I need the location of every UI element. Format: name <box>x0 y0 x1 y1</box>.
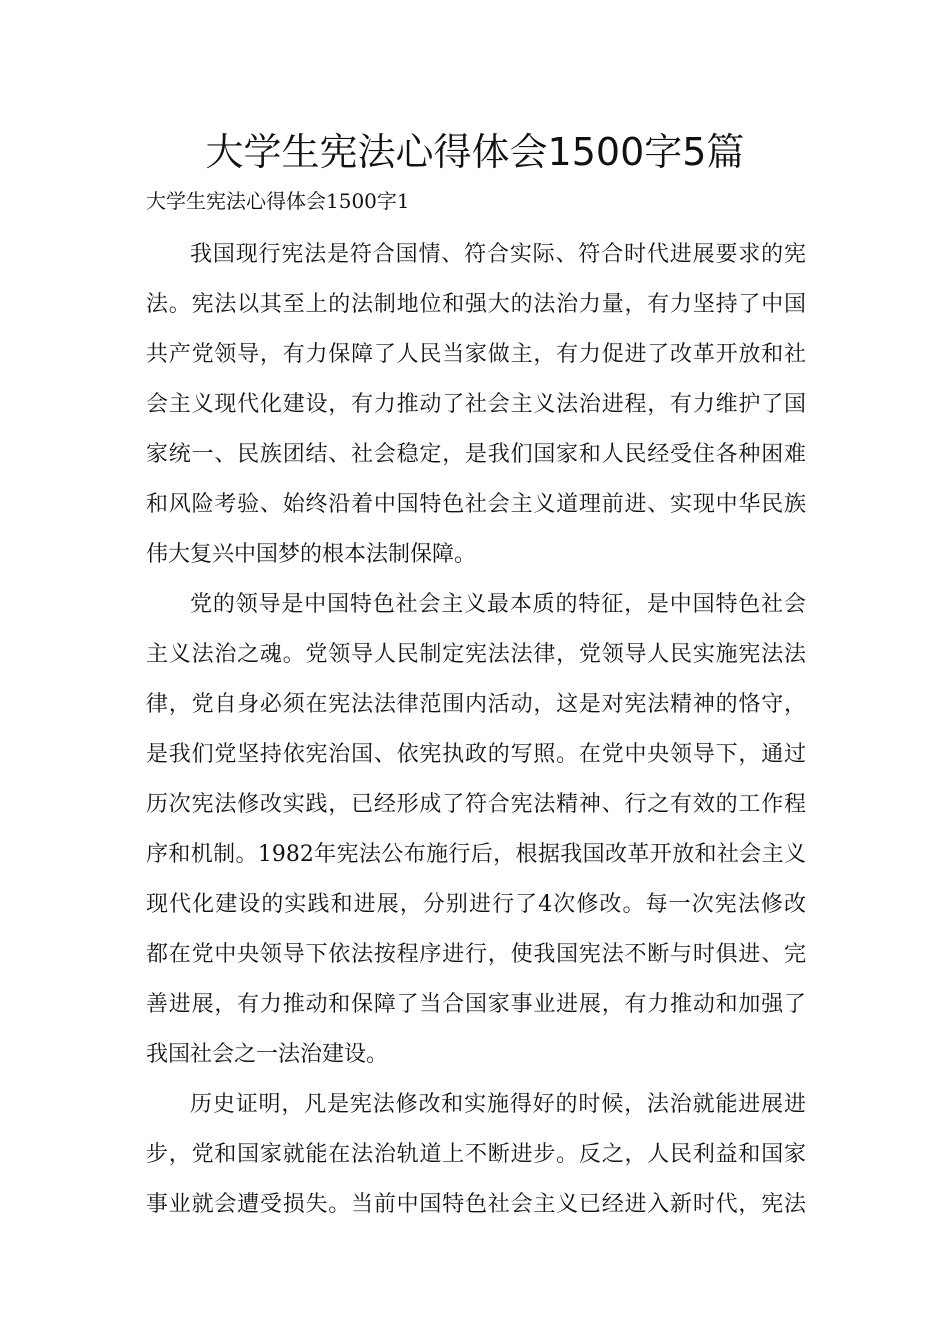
paragraph-3 <box>146 1080 806 1230</box>
paragraph-line: 我国社会之一法治建设。 <box>146 1042 389 1067</box>
paragraph-line: 会主义现代化建设，有力推动了社会主义法治进程，有力维护了国 <box>146 392 806 417</box>
paragraph-line: 序和机制。1982年宪法公布施行后，根据我国改革开放和社会主义 <box>146 842 806 867</box>
paragraph-line: 善进展，有力推动和保障了当合国家事业进展，有力推动和加强了 <box>146 992 806 1017</box>
paragraph-line: 主义法治之魂。党领导人民制定宪法法律，党领导人民实施宪法法 <box>146 642 806 667</box>
paragraph-line: 现代化建设的实践和进展，分别进行了4次修改。每一次宪法修改 <box>146 892 806 917</box>
document-title: 大学生宪法心得体会1500字5篇 <box>205 130 745 174</box>
paragraph-2 <box>146 580 806 1080</box>
paragraph-line: 伟大复兴中国梦的根本法制保障。 <box>146 542 477 567</box>
paragraph-line: 共产党领导，有力保障了人民当家做主，有力促进了改革开放和社 <box>146 342 806 367</box>
paragraph-line: 家统一、民族团结、社会稳定，是我们国家和人民经受住各种困难 <box>146 442 806 467</box>
section-heading: 大学生宪法心得体会1500字1 <box>146 189 410 213</box>
paragraph-line: 事业就会遭受损失。当前中国特色社会主义已经进入新时代，宪法 <box>146 1192 806 1217</box>
paragraph-line: 律，党自身必须在宪法法律范围内活动，这是对宪法精神的恪守， <box>146 692 806 717</box>
paragraph-line: 步，党和国家就能在法治轨道上不断进步。反之，人民利益和国家 <box>146 1142 806 1167</box>
paragraph-line: 和风险考验、始终沿着中国特色社会主义道理前进、实现中华民族 <box>146 492 806 517</box>
paragraph-line: 我国现行宪法是符合国情、符合实际、符合时代进展要求的宪 <box>190 242 806 267</box>
paragraph-line: 党的领导是中国特色社会主义最本质的特征，是中国特色社会 <box>190 592 806 617</box>
paragraph-line: 历史证明，凡是宪法修改和实施得好的时候，法治就能进展进 <box>190 1092 806 1117</box>
document-body <box>146 230 806 1230</box>
paragraph-line: 都在党中央领导下依法按程序进行，使我国宪法不断与时俱进、完 <box>146 942 806 967</box>
paragraph-line: 是我们党坚持依宪治国、依宪执政的写照。在党中央领导下，通过 <box>146 742 806 767</box>
paragraph-1 <box>146 230 806 580</box>
paragraph-line: 历次宪法修改实践，已经形成了符合宪法精神、行之有效的工作程 <box>146 792 806 817</box>
paragraph-line: 法。宪法以其至上的法制地位和强大的法治力量，有力坚持了中国 <box>146 292 806 317</box>
